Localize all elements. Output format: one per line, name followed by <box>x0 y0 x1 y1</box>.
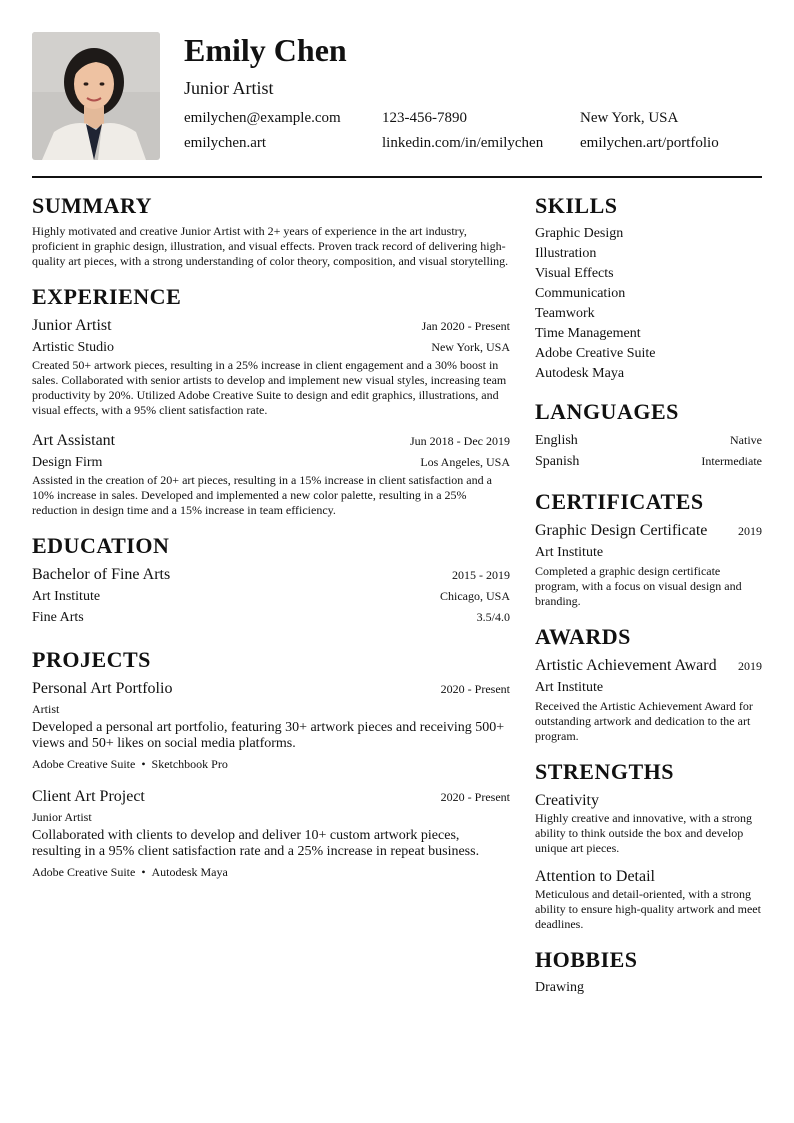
school-location: Chicago, USA <box>440 589 510 603</box>
separator: • <box>141 865 146 879</box>
project-item <box>32 786 510 880</box>
certificate-name: Graphic Design Certificate <box>535 522 708 539</box>
header-divider <box>32 176 762 178</box>
awards-section <box>535 623 762 744</box>
skill-item: Time Management <box>535 326 641 341</box>
project-role: Artist <box>32 702 60 716</box>
candidate-name: Emily Chen <box>184 32 347 68</box>
project-dates: 2020 - Present <box>440 790 510 804</box>
certificate-issuer: Art Institute <box>535 545 604 560</box>
skill-item: Communication <box>535 286 626 301</box>
language-item <box>535 430 762 451</box>
skill-item: Visual Effects <box>535 266 614 281</box>
job-dates: Jun 2018 - Dec 2019 <box>410 434 510 448</box>
certificate-year: 2019 <box>738 524 762 538</box>
hobby-item: Drawing <box>535 980 584 995</box>
certificates-section <box>535 488 762 609</box>
strength-item <box>535 790 762 856</box>
resume-header <box>32 32 762 160</box>
tech-item: Adobe Creative Suite <box>32 865 136 879</box>
job-role: Junior Artist <box>32 317 112 334</box>
skills-section <box>535 192 762 384</box>
strength-name: Attention to Detail <box>535 868 655 885</box>
project-description: Collaborated with clients to develop and deliver 10+ custom artwork pieces, resulting in a 95% client satisfaction rate and a 25% increase in repeat business. <box>32 828 480 859</box>
strength-description: Highly creative and innovative, with a strong ability to think outside the box and develop unique art pieces. <box>535 811 752 855</box>
award-issuer: Art Institute <box>535 680 604 695</box>
award-description: Received the Artistic Achievement Award for outstanding artwork and dedication to the art program. <box>535 699 753 743</box>
tech-item: Sketchbook Pro <box>151 757 228 771</box>
language-name: Spanish <box>535 454 580 469</box>
skill-item: Illustration <box>535 246 597 261</box>
tech-item: Adobe Creative Suite <box>32 757 136 771</box>
job-description: Assisted in the creation of 20+ art pieces, resulting in a 15% increase in client satisfaction and a 10% increase in sales. Developed and implemented a new color palette, resulting in a 25% reduction in design time and a 15% increase in team efficiency. <box>32 473 492 517</box>
section-heading: SKILLS <box>535 193 618 218</box>
strength-item <box>535 866 762 932</box>
skill-item: Autodesk Maya <box>535 366 625 381</box>
section-heading: LANGUAGES <box>535 399 679 424</box>
separator: • <box>141 757 146 771</box>
project-tech <box>32 864 510 880</box>
job-company: Design Firm <box>32 455 103 470</box>
language-level: Native <box>730 433 762 447</box>
section-heading: STRENGTHS <box>535 759 674 784</box>
portfolio-link[interactable]: emilychen.art/portfolio <box>580 135 719 151</box>
section-heading: EXPERIENCE <box>32 284 182 309</box>
job-description: Created 50+ artwork pieces, resulting in a 25% increase in client engagement and a 30% boost in sales. Collaborated with senior artists to develop and implement new visual styles, increasing team productivity by 20%. Utilized Adobe Creative Suite to design and edit graphics, illustrations, and visual effects, with a 95% client satisfaction rate. <box>32 358 507 417</box>
project-role: Junior Artist <box>32 810 92 824</box>
strengths-section <box>535 758 762 932</box>
section-heading: HOBBIES <box>535 947 638 972</box>
school: Art Institute <box>32 589 101 604</box>
linkedin-link[interactable]: linkedin.com/in/emilychen <box>382 135 544 151</box>
strength-name: Creativity <box>535 792 599 809</box>
candidate-title: Junior Artist <box>184 78 274 98</box>
summary-text: Highly motivated and creative Junior Artist with 2+ years of experience in the art industry, proficient in graphic design, illustration, and visual effects. Proven track record of delivering high-quality art pieces, with a strong understanding of color theory, composition, and visual storytelling. <box>32 224 509 268</box>
job-company: Artistic Studio <box>32 340 115 355</box>
strength-description: Meticulous and detail-oriented, with a strong ability to ensure high-quality artwork and meet deadlines. <box>535 887 761 931</box>
language-name: English <box>535 433 578 448</box>
language-level: Intermediate <box>701 454 762 468</box>
languages-section <box>535 398 762 472</box>
profile-photo <box>32 32 160 160</box>
tech-item: Autodesk Maya <box>151 865 228 879</box>
section-heading: AWARDS <box>535 624 631 649</box>
job-location: Los Angeles, USA <box>420 455 510 469</box>
project-item <box>32 678 510 772</box>
skill-item: Teamwork <box>535 306 595 321</box>
phone-number: 123-456-7890 <box>382 110 467 126</box>
gpa: 3.5/4.0 <box>476 610 510 624</box>
experience-item <box>32 430 510 518</box>
education-section <box>32 532 510 628</box>
degree: Bachelor of Fine Arts <box>32 566 171 583</box>
project-name: Client Art Project <box>32 788 145 805</box>
skill-item: Graphic Design <box>535 226 624 241</box>
location: New York, USA <box>580 110 679 126</box>
skill-item: Adobe Creative Suite <box>535 346 656 361</box>
projects-section <box>32 646 510 880</box>
project-name: Personal Art Portfolio <box>32 680 173 697</box>
project-dates: 2020 - Present <box>440 682 510 696</box>
certificate-description: Completed a graphic design certificate program, with a focus on visual design and branding. <box>535 564 742 608</box>
summary-section <box>32 192 510 269</box>
field-of-study: Fine Arts <box>32 610 84 625</box>
main-column <box>32 192 510 880</box>
job-role: Art Assistant <box>32 432 116 449</box>
section-heading: EDUCATION <box>32 533 170 558</box>
job-dates: Jan 2020 - Present <box>421 319 510 333</box>
education-dates: 2015 - 2019 <box>452 568 510 582</box>
experience-section <box>32 283 510 518</box>
website-link[interactable]: emilychen.art <box>184 135 267 151</box>
award-name: Artistic Achievement Award <box>535 657 717 674</box>
email-link[interactable]: emilychen@example.com <box>184 110 341 126</box>
language-item <box>535 451 762 472</box>
job-location: New York, USA <box>431 340 510 354</box>
sidebar-column <box>535 192 762 998</box>
section-heading: CERTIFICATES <box>535 489 704 514</box>
section-heading: SUMMARY <box>32 193 153 218</box>
project-tech <box>32 756 510 772</box>
award-year: 2019 <box>738 659 762 673</box>
section-heading: PROJECTS <box>32 647 151 672</box>
project-description: Developed a personal art portfolio, featuring 30+ artwork pieces and receiving 500+ views and 50+ likes on social media platforms. <box>32 720 505 751</box>
experience-item <box>32 315 510 418</box>
hobbies-section <box>535 946 762 998</box>
